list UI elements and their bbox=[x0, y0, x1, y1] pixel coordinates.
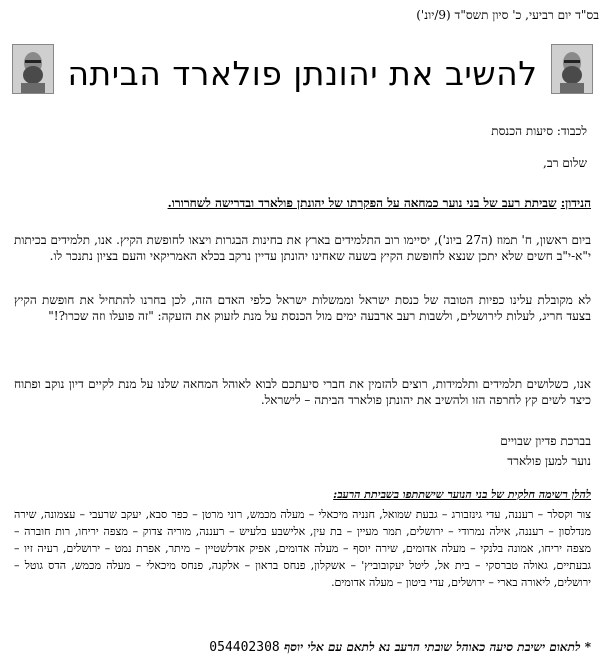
portrait-image-right bbox=[552, 45, 592, 93]
paragraph-1: ביום ראשון, ח' תמוז (ה27 ביונ'), יסיימו רוב התלמידים בארץ את בחינות הבגרות ויצאו לחופשת הקיץ. אנו, תלמידים בכיתות י"א-י"ב חשים שלא יתכן שנצא לחופשת הקיץ בשעה שאחינו יהונתן עדיין נרקב בכלא האמריקאי והעם בציון נתנכר לו. bbox=[14, 233, 591, 263]
signature-org: נוער למען פולארד bbox=[507, 454, 591, 468]
footer-note bbox=[14, 640, 591, 655]
paragraph-2: לא מקובלת עלינו כפיות הטובה של כנסת ישראל וממשלות ישראל כלפי האדם הזה, לכן בחרנו להתחיל את חופשת הקיץ בצעד חריג, לעלות לירושלים, ולשבות רעב ארבעה ימים מול הכנסת על מנת לזעוק את הזעקה: "זה פועלו וזה שכרו?!" bbox=[14, 293, 591, 323]
paragraph-3: אנו, כשלושים תלמידים ותלמידות, רוצים להזמין את חברי סיעתכם לבוא לאוהל המחאה שלנו על מנת לקיים דיון נוקב ופתוח כיצד לשים קץ לחרפה הזו ולהשיב את יהונתן פולארד הביתה – לישראל. bbox=[14, 377, 591, 407]
contact-phone: 054402308 bbox=[209, 640, 280, 655]
subject-label: הנידון: bbox=[560, 196, 591, 210]
date-line: בס"ד יום רביעי, כ' סיון תשס"ד (9/יונ') bbox=[416, 8, 599, 22]
subject-line bbox=[168, 196, 591, 211]
footer-text: * לתאום ישיבת סיעה כאוהל שובתי הרעב נא לתאם עם אלי יוסף bbox=[283, 640, 591, 654]
pollard-portrait-left bbox=[12, 44, 54, 94]
participants-list-title: להלן רשימה חלקית של בני הנוער שישתתפו בשביתת הרעב: bbox=[333, 488, 591, 501]
portrait-image-left bbox=[13, 45, 53, 93]
page-title: להשיב את יהונתן פולארד הביתה bbox=[67, 54, 538, 93]
pollard-portrait-right bbox=[551, 44, 593, 94]
signature-blessing: בברכת פדיון שבויים bbox=[500, 434, 591, 448]
participants-list: צור וקסלר – רעננה, עדי גינזבורג – גבעת שמואל, חנניה מיכאלי – מעלה מכמש, רוני מרטן – כפר סבא, יעקב שרעבי – עצמונה, שירה מנדלסון – רעננה, אילה נמרודי – ירושלים, תמר מעיין – בת עין, אלישבע בלעיש – רעננה, מוריה צדוק – מצפה יריחו, רות חוברה – מצפה יריחו, אמונה בלנקי – מעלה אדומים, שירה יוסף – מעלה אדומים, אפיק אדלשטיין – מיתר, אפרת נמט – ירושלים, רעיה זיו – גבעתיים, גאולה טברסקי – בית אל, ליטל יעקובוביץ' – אשקלון, פנחס בראון – אלקנה, פנחס מיכאלי – מעלה מכמש, הדס גוטל – ירושלים, ליאורה בארי – ירושלים, עדי ביטון – מעלה אדומים. bbox=[14, 508, 591, 589]
subject-text: שביתת רעב של בני נוער כמחאה על הפקרתו של יהונתן פולארד ובדרישה לשחרורו. bbox=[167, 196, 557, 210]
addressee: לכבוד: סיעות הכנסת bbox=[491, 124, 587, 138]
greeting: שלום רב, bbox=[543, 156, 587, 170]
